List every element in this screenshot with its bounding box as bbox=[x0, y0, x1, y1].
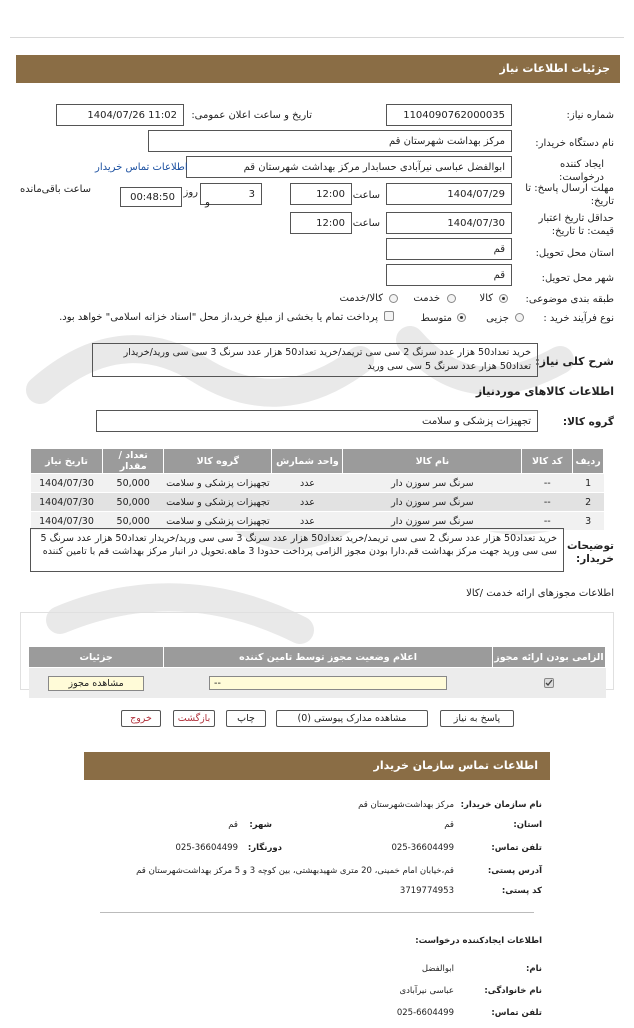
creator-phone-label: تلفن تماس: bbox=[491, 1008, 542, 1018]
cell-group: تجهیزات پزشکی و سلامت bbox=[164, 474, 272, 493]
province-field: قم bbox=[386, 238, 512, 260]
col-group: گروه کالا bbox=[164, 449, 272, 474]
reply-time-field: 12:00 bbox=[290, 183, 352, 205]
cell-row: 3 bbox=[573, 512, 604, 531]
contact-phone-label: تلفن تماس: bbox=[491, 843, 542, 853]
cell-name: سرنگ سر سوزن دار bbox=[343, 512, 522, 531]
payment-note: پرداخت تمام یا بخشی از مبلغ خرید،از محل "اسناد خزانه اسلامی" خواهد بود. bbox=[59, 312, 378, 323]
lic-col-status: اعلام وضعیت مجوز توسط تامین کننده bbox=[164, 647, 493, 668]
items-table bbox=[30, 448, 604, 531]
reply-time-label: ساعت bbox=[352, 190, 380, 201]
reply-deadline-label: مهلت ارسال پاسخ: تا تاریخ: bbox=[525, 183, 614, 207]
category-goods-radio[interactable] bbox=[499, 293, 508, 304]
category-service-label: خدمت bbox=[413, 293, 440, 304]
treasury-checkbox[interactable] bbox=[384, 311, 394, 322]
contact-phone: 025-36604499 bbox=[391, 843, 454, 853]
remaining-field: 00:48:50 bbox=[120, 187, 182, 207]
cell-qty: 50,000 bbox=[103, 512, 164, 531]
lic-status-cell bbox=[164, 668, 493, 699]
creator-phone: 025-6604499 bbox=[396, 1008, 454, 1018]
need-number-label: شماره نیاز: bbox=[566, 110, 614, 121]
need-number-field: 1104090762000035 bbox=[386, 104, 512, 126]
and-label: و bbox=[205, 197, 210, 208]
contact-address: قم،خیابان امام خمینی، 20 متری شهیدبهشتی، بین کوچه 3 و 5 مرکز بهداشت‌شهرستان قم bbox=[136, 866, 454, 876]
creator-info-title: اطلاعات ایجادکننده درخواست: bbox=[415, 936, 542, 946]
reply-button[interactable]: پاسخ به نیاز bbox=[440, 710, 514, 727]
category-both-radio[interactable] bbox=[389, 293, 398, 304]
cell-qty: 50,000 bbox=[103, 493, 164, 512]
contact-city: قم bbox=[228, 820, 238, 830]
contact-header: اطلاعات تماس سازمان خریدار bbox=[84, 752, 550, 780]
creator-label: ایجاد کننده درخواست: bbox=[559, 159, 604, 183]
category-service-radio[interactable] bbox=[447, 293, 456, 304]
cell-qty: 50,000 bbox=[103, 474, 164, 493]
cell-row: 1 bbox=[573, 474, 604, 493]
cell-code: -- bbox=[522, 512, 573, 531]
cell-group: تجهیزات پزشکی و سلامت bbox=[164, 512, 272, 531]
creator-name-label: نام: bbox=[525, 964, 542, 974]
creator-name: ابوالفضل bbox=[421, 964, 454, 974]
category-both-label: کالا/خدمت bbox=[339, 293, 383, 304]
contact-org-label: نام سازمان خریدار: bbox=[460, 800, 542, 810]
days-field: 3 bbox=[200, 183, 262, 205]
validity-date-field: 1404/07/30 bbox=[386, 212, 512, 234]
col-date: تاریخ نیاز bbox=[31, 449, 103, 474]
cell-date: 1404/07/30 bbox=[31, 493, 103, 512]
top-divider bbox=[10, 37, 624, 38]
print-button[interactable]: چاپ bbox=[226, 710, 266, 727]
contact-city-label: شهر: bbox=[249, 820, 272, 830]
cell-name: سرنگ سر سوزن دار bbox=[343, 474, 522, 493]
license-status-field: -- bbox=[209, 676, 447, 690]
licenses-title: اطلاعات مجوزهای ارائه خدمت /کالا bbox=[466, 588, 614, 599]
process-minor-label: جزیی bbox=[486, 313, 509, 324]
process-minor-radio[interactable] bbox=[515, 312, 524, 323]
cell-name: سرنگ سر سوزن دار bbox=[343, 493, 522, 512]
check-icon bbox=[545, 679, 553, 687]
process-medium-radio[interactable] bbox=[457, 312, 466, 323]
items-title: اطلاعات کالاهای موردنیاز bbox=[475, 385, 614, 398]
view-docs-button[interactable]: مشاهده مدارک پیوستی (0) bbox=[276, 710, 428, 727]
validity-time-field: 12:00 bbox=[290, 212, 352, 234]
cell-group: تجهیزات پزشکی و سلامت bbox=[164, 493, 272, 512]
col-unit: واحد شمارش bbox=[272, 449, 343, 474]
col-row: ردیف bbox=[573, 449, 604, 474]
table-row bbox=[31, 474, 604, 493]
back-button[interactable]: بازگشت bbox=[173, 710, 215, 727]
province-label: استان محل تحویل: bbox=[535, 248, 614, 259]
category-label: طبقه بندی موضوعی: bbox=[525, 294, 614, 305]
col-qty: تعداد / مقدار bbox=[103, 449, 164, 474]
summary-label: شرح کلی نیاز: bbox=[535, 355, 614, 368]
summary-text: خرید تعداد50 هزار عدد سرنگ 2 سی سی تریمد/خرید تعداد50 هزار عدد سرنگ 3 سی سی ورید/خریدار تعداد50 هزار عدد سرنگ 5 سی سی ورید bbox=[92, 343, 538, 377]
contact-province: قم bbox=[444, 820, 454, 830]
buyer-org-label: نام دستگاه خریدار: bbox=[535, 138, 614, 149]
creator-family-label: نام خانوادگی: bbox=[484, 986, 542, 996]
city-field: قم bbox=[386, 264, 512, 286]
contact-fax: 025-36604499 bbox=[175, 843, 238, 853]
licenses-table bbox=[28, 646, 606, 698]
contact-divider bbox=[100, 912, 534, 913]
contact-province-label: استان: bbox=[513, 820, 542, 830]
cell-code: -- bbox=[522, 493, 573, 512]
days-label: روز bbox=[183, 187, 198, 198]
view-license-button[interactable]: مشاهده مجوز bbox=[48, 676, 144, 691]
table-row bbox=[31, 493, 604, 512]
contact-fax-label: دورنگار: bbox=[247, 843, 282, 853]
validity-time-label: ساعت bbox=[352, 218, 380, 229]
required-checkbox bbox=[544, 678, 554, 688]
exit-button[interactable]: خروج bbox=[121, 710, 161, 727]
lic-col-required: الزامی بودن ارائه مجوز bbox=[492, 647, 605, 668]
cell-unit: عدد bbox=[272, 474, 343, 493]
contact-postal-label: کد پستی: bbox=[501, 886, 542, 896]
announce-field: 1404/07/26 11:02 bbox=[56, 104, 184, 126]
lic-details-cell bbox=[29, 668, 164, 699]
buyer-notes-label: توضیحات خریدار: bbox=[566, 540, 614, 565]
group-field: تجهیزات پزشکی و سلامت bbox=[96, 410, 538, 432]
contact-postal: 3719774953 bbox=[399, 886, 454, 896]
lic-required-cell bbox=[492, 668, 605, 699]
table-row bbox=[29, 668, 606, 699]
cell-unit: عدد bbox=[272, 512, 343, 531]
category-goods-label: کالا bbox=[479, 293, 493, 304]
contact-org: مرکز بهداشت‌شهرستان قم bbox=[358, 800, 454, 810]
col-name: نام کالا bbox=[343, 449, 522, 474]
cell-date: 1404/07/30 bbox=[31, 474, 103, 493]
lic-col-details: جزئیات bbox=[29, 647, 164, 668]
city-label: شهر محل تحویل: bbox=[541, 273, 614, 284]
buyer-notes-text: خرید تعداد50 هزار عدد سرنگ 2 سی سی تریمد/خرید تعداد50 هزار عدد سرنگ 3 سی سی ورید/خریدار تعداد50 هزار عدد سرنگ 5 سی سی ورید جهت مرکز بهداشت قم.دارا بودن مجوز الزامی پرداخت حدودا 3 ماهه.تحویل در انبار مرکز بهداشت قم با تامین کننده bbox=[30, 528, 564, 572]
creator-family: عباسی نیرآبادی bbox=[399, 986, 454, 996]
remaining-label: ساعت باقی‌مانده bbox=[20, 184, 92, 195]
cell-code: -- bbox=[522, 474, 573, 493]
cell-row: 2 bbox=[573, 493, 604, 512]
group-label: گروه کالا: bbox=[562, 416, 614, 428]
buyer-contact-link[interactable]: اطلاعات تماس خریدار bbox=[95, 162, 188, 173]
announce-label: تاریخ و ساعت اعلان عمومی: bbox=[191, 110, 312, 121]
validity-label: حداقل تاریخ اعتبار قیمت: تا تاریخ: bbox=[538, 213, 614, 237]
page-header: جزئیات اطلاعات نیاز bbox=[16, 55, 620, 83]
reply-date-field: 1404/07/29 bbox=[386, 183, 512, 205]
col-code: کد کالا bbox=[522, 449, 573, 474]
contact-address-label: آدرس پستی: bbox=[487, 866, 542, 876]
process-label: نوع فرآیند خرید : bbox=[543, 313, 614, 324]
buyer-org-field: مرکز بهداشت شهرستان قم bbox=[148, 130, 512, 152]
creator-field: ابوالفضل عباسی نیرآبادی حسابدار مرکز بهداشت شهرستان قم bbox=[186, 156, 512, 178]
process-medium-label: متوسط bbox=[420, 313, 452, 324]
cell-date: 1404/07/30 bbox=[31, 512, 103, 531]
cell-unit: عدد bbox=[272, 493, 343, 512]
